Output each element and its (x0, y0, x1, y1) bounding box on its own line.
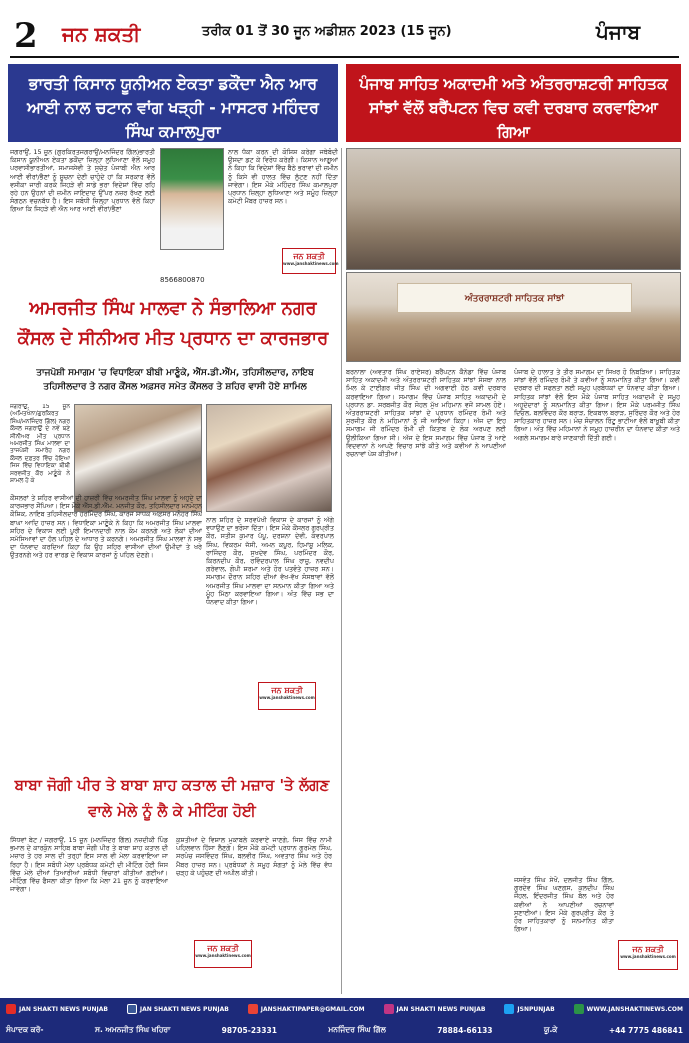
page-number: 2 (14, 16, 38, 56)
email-icon (248, 1004, 258, 1014)
story1-logo-tag: www.janshaktinews.com (283, 261, 339, 266)
footer-facebook[interactable] (127, 1002, 229, 1016)
story4-headline: ਬਾਬਾ ਜੋਗੀ ਪੀਰ ਤੇ ਬਾਬਾ ਸ਼ਾਹ ਕਤਾਲ ਦੀ ਮਜ਼ਾਰ 'ਤੇ ਲੱਗਣ ਵਾਲੇ ਮੇਲੇ ਨੂੰ ਲੈ ਕੇ ਮੀਟਿੰਗ ਹੋਈ (14, 776, 330, 820)
story3-body-bottom: ਕੌਂਸਲਰਾਂ ਤੇ ਸ਼ਹਿਰ ਵਾਸੀਆਂ ਦੀ ਹਾਜ਼ਰੀ ਵਿੱਚ ਅਮਰਜੀਤ ਸਿੰਘ ਮਾਲਵਾ ਨੂੰ ਅਹੁਦੇ ਦਾ ਕਾਰਜਭਾਰ ਸੌਂਪਿਆ। ਇਸ ਮੌਕੇ ਐੱਸ.ਡੀ.ਐੱਮ. ਮਨਜੀਤ ਕੌਰ, ਤਹਿਸੀਲਦਾਰ ਮਨਮੋਹਨ ਕੌਸ਼ਿਕ, ਨਾਇਬ ਤਹਿਸੀਲਦਾਰ ਹਰਮਿੰਦਰ ਸਿੰਘ, ਕਾਰਜ ਸਾਧਕ ਅਫ਼ਸਰ ਮਨੋਹਰ ਸਿੰਘ ਬਾਘਾ ਆਦਿ ਹਾਜ਼ਰ ਸਨ। ਵਿਧਾਇਕਾ ਮਾਣੂੰਕੇ ਨੇ ਕਿਹਾ ਕਿ ਅਮਰਜੀਤ ਸਿੰਘ ਮਾਲਵਾ ਸ਼ਹਿਰ ਦੇ ਵਿਕਾਸ ਲਈ ਪੂਰੀ ਇਮਾਨਦਾਰੀ ਨਾਲ ਕੰਮ ਕਰਨਗੇ ਅਤੇ ਲੋਕਾਂ ਦੀਆਂ ਸਮੱਸਿਆਵਾਂ ਦਾ ਹੱਲ ਪਹਿਲ ਦੇ ਆਧਾਰ ਤੇ ਕਰਨਗੇ। ਅਮਰਜੀਤ ਸਿੰਘ ਮਾਲਵਾ ਨੇ ਸਭ ਦਾ ਧੰਨਵਾਦ ਕਰਦਿਆਂ ਕਿਹਾ ਕਿ ਉਹ ਸ਼ਹਿਰ ਵਾਸੀਆਂ ਦੀਆਂ ਉਮੀਦਾਂ ਤੇ ਖਰੇ ਉਤਰਨਗੇ ਅਤੇ ਹਰ ਵਾਰਡ ਦੇ ਵਿਕਾਸ ਕਾਰਜਾਂ ਨੂੰ ਪਹਿਲ ਦੇਣਗੇ। (10, 494, 202, 560)
story2-headline: ਪੰਜਾਬ ਸਾਹਿਤ ਅਕਾਦਮੀ ਅਤੇ ਅੰਤਰਰਾਸ਼ਟਰੀ ਸਾਹਿਤਕ ਸਾਂਝਾਂ ਵੱਲੋਂ ਬਰੈਂਪਟਨ ਵਿਚ ਕਵੀ ਦਰਬਾਰ ਕਰਵਾਇਆ ਗਿਆ (359, 75, 668, 141)
story1-portrait-photo (160, 148, 224, 250)
story3-group-photo (206, 404, 332, 512)
story2-banner (397, 283, 632, 313)
story3-headline: ਅਮਰਜੀਤ ਸਿੰਘ ਮਾਲਵਾ ਨੇ ਸੰਭਾਲਿਆ ਨਗਰ ਕੌਂਸਲ ਦੇ ਸੀਨੀਅਰ ਮੀਤ ਪ੍ਰਧਾਨ ਦਾ ਕਾਰਜਭਾਰ (17, 298, 329, 349)
footer-web[interactable] (574, 1002, 683, 1016)
story1-phone: 8566800870 (160, 276, 205, 284)
story3-logo (258, 682, 316, 710)
masthead (0, 0, 689, 58)
story3-body-top: ਜਗਰਾਉਂ, 15 ਜੂਨ (ਅਮਿਤਖੰਨਾ/ਗੁਰਕਿਰਤ ਸਿੰਘ/ਮਨਜਿੰਦਰ ਗਿੱਲ) ਨਗਰ ਕੌਂਸਲ ਜਗਰਾਉਂ ਦੇ ਨਵੇਂ ਬਣੇ ਸੀਨੀਅਰ ਮੀਤ ਪ੍ਰਧਾਨ ਅਮਰਜੀਤ ਸਿੰਘ ਮਾਲਵਾ ਦਾ ਤਾਜਪੋਸ਼ੀ ਸਮਾਰੋਹ ਨਗਰ ਕੌਂਸਲ ਦਫ਼ਤਰ ਵਿੱਚ ਹੋਇਆ ਜਿਸ ਵਿੱਚ ਵਿਧਾਇਕਾ ਬੀਬੀ ਸਰਵਜੀਤ ਕੌਰ ਮਾਣੂੰਕੇ ਨੇ ਸ਼ਾਮਲ ਹੋ ਕੇ (10, 404, 70, 485)
story2-logo-tag: www.janshaktinews.com (620, 954, 676, 959)
web-icon (574, 1004, 584, 1014)
section-name: ਪੰਜਾਬ (596, 20, 641, 44)
footer-editor-name: ਸ. ਅਮਨਜੀਤ ਸਿੰਘ ਖਹਿਰਾ (94, 1025, 171, 1034)
story4-body-left: ਸਿੱਧਵਾਂ ਬੇਟ / ਜਗਰਾਉਂ, 15 ਜੂਨ (ਮਨਜਿੰਦਰ ਗਿੱਲ) ਨਜ਼ਦੀਕੀ ਪਿੰਡ ਭਮਾਲ ਦੇ ਕਾਰਕੁੰਨ ਸਾਹਿਬ ਬਾਬਾ ਜੋਗੀ ਪੀਰ ਤੇ ਬਾਬਾ ਸ਼ਾਹ ਕਤਾਲ ਦੀ ਮਜ਼ਾਰ ਤੇ ਹਰ ਸਾਲ ਦੀ ਤਰ੍ਹਾਂ ਇਸ ਸਾਲ ਵੀ ਮੇਲਾ ਕਰਵਾਇਆ ਜਾ ਰਿਹਾ ਹੈ। ਇਸ ਸਬੰਧੀ ਮੇਲਾ ਪ੍ਰਬੰਧਕ ਕਮੇਟੀ ਦੀ ਮੀਟਿੰਗ ਹੋਈ ਜਿਸ ਵਿੱਚ ਮੇਲੇ ਦੀਆਂ ਤਿਆਰੀਆਂ ਸਬੰਧੀ ਵਿਚਾਰਾਂ ਕੀਤੀਆਂ ਗਈਆਂ। ਮੀਟਿੰਗ ਵਿੱਚ ਫੈਸਲਾ ਕੀਤਾ ਗਿਆ ਕਿ ਮੇਲਾ 21 ਜੂਨ ਨੂੰ ਕਰਵਾਇਆ ਜਾਵੇਗਾ। (10, 836, 168, 894)
story2-logo-brand: ਜਨ ਸ਼ਕਤੀ (632, 945, 664, 954)
story2-body-col1: ਬਰਨਾਲਾ (ਅਵਤਾਰ ਸਿੰਘ ਰਾਏਸਰ) ਬਰੈਂਪਟਨ ਕੈਨੇਡਾ ਵਿੱਚ ਪੰਜਾਬ ਸਾਹਿਤ ਅਕਾਦਮੀ ਅਤੇ ਅੰਤਰਰਾਸ਼ਟਰੀ ਸਾਹਿਤਕ ਸਾਂਝਾਂ ਸੰਸਥਾ ਨਾਲ ਮਿਲ ਕੇ ਟਾਈਗਰ ਜੀਤ ਸਿੰਘ ਦੀ ਅਗਵਾਈ ਹੇਠ ਕਵੀ ਦਰਬਾਰ ਕਰਵਾਇਆ ਗਿਆ। ਸਮਾਗਮ ਵਿੱਚ ਪੰਜਾਬ ਸਾਹਿਤ ਅਕਾਦਮੀ ਦੇ ਪ੍ਰਧਾਨ ਡਾ. ਸਰਬਜੀਤ ਕੌਰ ਸੋਹਲ ਮੁੱਖ ਮਹਿਮਾਨ ਵਜੋਂ ਸ਼ਾਮਲ ਹੋਏ। ਅੰਤਰਰਾਸ਼ਟਰੀ ਸਾਹਿਤਕ ਸਾਂਝਾਂ ਦੇ ਪ੍ਰਧਾਨ ਰਮਿੰਦਰ ਰੰਮੀ ਅਤੇ ਸੁਰਜੀਤ ਕੌਰ ਨੇ ਮਹਿਮਾਨਾਂ ਨੂੰ ਜੀ ਆਇਆਂ ਕਿਹਾ। ਅੱਜ ਦਾ ਇਹ ਸਮਾਗਮ ਜੀ ਰਮਿੰਦਰ ਰੰਮੀ ਦੀ ਕਿਤਾਬ ਦੇ ਲੋਕ ਅਰਪਣ ਲਈ ਉਲੀਕਿਆ ਗਿਆ ਸੀ। ਅੱਜ ਦੇ ਇਸ ਸਮਾਗਮ ਵਿੱਚ ਪੰਜਾਬ ਤੋਂ ਆਏ ਵਿਦਵਾਨਾਂ ਨੇ ਆਪਣੇ ਵਿਚਾਰ ਸਾਂਝੇ ਕੀਤੇ ਅਤੇ ਕਵੀਆਂ ਨੇ ਆਪਣੀਆਂ ਰਚਨਾਵਾਂ ਪੇਸ਼ ਕੀਤੀਆਂ। (346, 368, 506, 459)
footer-email[interactable] (248, 1002, 365, 1016)
footer-twitter-label: JSNPUNJAB (517, 1005, 555, 1013)
story2-body-col3-bottom: ਜਸਵੰਤ ਸਿੰਘ ਸੇਖੋਂ, ਦਲਜੀਤ ਸਿੰਘ ਗਿੱਲ, ਗੁਰਦੇਵ ਸਿੰਘ ਘਣਗਸ, ਕੁਲਦੀਪ ਸਿੰਘ ਜੌਹਲ, ਇੰਦਰਜੀਤ ਸਿੰਘ ਬੱਲ ਅਤੇ ਹੋਰ ਕਵੀਆਂ ਨੇ ਆਪਣੀਆਂ ਰਚਨਾਵਾਂ ਸੁਣਾਈਆਂ। ਇਸ ਮੌਕੇ ਗੁਰਪ੍ਰੀਤ ਕੌਰ ਤੇ ਹੋਰ ਸਾਹਿਤਕਾਰਾਂ ਨੂੰ ਸਨਮਾਨਿਤ ਕੀਤਾ ਗਿਆ। (514, 876, 614, 934)
story1-body-left: ਜਗਰਾਉਂ, 15 ਜੂਨ (ਗੁਰਕਿਰਤਜਗਰਾਉਂ/ਮਨਜਿੰਦਰ ਗਿੱਲ)ਭਾਰਤੀ ਕਿਸਾਨ ਯੂਨੀਅਨ ਏਕਤਾ ਡਕੌਂਦਾ ਜ਼ਿਲ੍ਹਾ ਲੁਧਿਆਣਾ ਵੱਲੋਂ ਸਮੂਹ ਪਰਵਾਸੀਭਾਰਤੀਆਂ, ਸਮਾਜਸੇਵੀ ਤੇ ਸੁਚੇਤ ਪੰਜਾਬੀ ਐਨ ਆਰ ਆਈ ਵੀਰਾਂ/ਭੈਣਾਂ ਨੂੰ ਸੂਚਨਾ ਦੇਣੀ ਚਾਹੁੰਦੇ ਹਾਂ ਕਿ ਸਰਕਾਰ ਵੱਲੋਂ ਵਸੀਕਾ ਜਾਰੀ ਕਰਕੇ ਜਿਹੜੇ ਵੀ ਸਾਡੇ ਭਰਾ ਵਿਦੇਸ਼ਾਂ ਵਿੱਚ ਰਹਿ ਰਹੇ ਹਨ ਉਹਨਾਂ ਦੀ ਜ਼ਮੀਨ ਜਾਇਦਾਦ ਉੱਪਰ ਨਜ਼ਰ ਰੱਖਣ ਲਈ ਸੰਗਠਨ ਵਚਨਬੱਧ ਹੈ। ਇਸ ਸਬੰਧੀ ਜ਼ਿਲ੍ਹਾ ਪ੍ਰਧਾਨ ਵੱਲੋਂ ਕਿਹਾ ਗਿਆ ਕਿ ਜਿਹੜੇ ਵੀ ਐਨ ਆਰ ਆਈ ਵੀਰਾਂ/ਭੈਣਾਂ (10, 148, 155, 214)
story2-stage-photo (346, 272, 681, 362)
footer-editor-label: ਸੰਪਾਦਕ ਕਰੋ- (6, 1025, 44, 1034)
story3-body-right: ਨਾਲ ਸ਼ਹਿਰ ਦੇ ਸਰਵਪੱਖੀ ਵਿਕਾਸ ਦੇ ਕਾਰਜਾਂ ਨੂੰ ਅੱਗੇ ਵਧਾਉਣ ਦਾ ਭਰੋਸਾ ਦਿੱਤਾ। ਇਸ ਮੌਕੇ ਕੌਂਸਲਰ ਗੁਰਪ੍ਰੀਤ ਕੌਰ, ਸਤੀਸ਼ ਕੁਮਾਰ ਪੱਪੂ, ਦਰਸ਼ਨਾ ਦੇਵੀ, ਕੰਵਰਪਾਲ ਸਿੰਘ, ਵਿਕਰਮ ਜੱਸੀ, ਅਮਨ ਕਪੂਰ, ਹਿਮਾਂਸ਼ੂ ਮਲਿਕ, ਰਾਜਿੰਦਰ ਕੌਰ, ਸੁਖਦੇਵ ਸਿੰਘ, ਪਰਮਿੰਦਰ ਕੌਰ, ਕਿਰਨਦੀਪ ਕੌਰ, ਰਵਿੰਦਰਪਾਲ ਸਿੰਘ ਰਾਜੂ, ਨਵਦੀਪ ਗਰੇਵਾਲ, ਗੋਪੀ ਸ਼ਰਮਾ ਅਤੇ ਹੋਰ ਪਤਵੰਤੇ ਹਾਜ਼ਰ ਸਨ। ਸਮਾਗਮ ਦੌਰਾਨ ਸ਼ਹਿਰ ਦੀਆਂ ਵੱਖ-ਵੱਖ ਸੰਸਥਾਵਾਂ ਵੱਲੋਂ ਅਮਰਜੀਤ ਸਿੰਘ ਮਾਲਵਾ ਦਾ ਸਨਮਾਨ ਕੀਤਾ ਗਿਆ ਅਤੇ ਮੂੰਹ ਮਿੱਠਾ ਕਰਵਾਇਆ ਗਿਆ। ਅੰਤ ਵਿੱਚ ਸਭ ਦਾ ਧੰਨਵਾਦ ਕੀਤਾ ਗਿਆ। (206, 516, 334, 607)
twitter-icon (504, 1004, 514, 1014)
footer-youtube-label: JAN SHAKTI NEWS PUNJAB (19, 1005, 108, 1013)
story1-contact (160, 276, 205, 284)
youtube-icon (6, 1004, 16, 1014)
footer-row2 (6, 1022, 683, 1038)
footer-facebook-label: JAN SHAKTI NEWS PUNJAB (139, 1005, 229, 1013)
footer-instagram-label: JAN SHAKTI NEWS PUNJAB (396, 1005, 486, 1013)
instagram-icon (384, 1004, 394, 1014)
footer (0, 998, 689, 1043)
paper-name-logo: ਜਨ ਸ਼ਕਤੀ (62, 22, 141, 46)
story4-logo-tag: www.janshaktinews.com (195, 953, 251, 958)
story2-banner-text: ਅੰਤਰਰਾਸ਼ਟਰੀ ਸਾਹਿਤਕ ਸਾਂਝਾਂ (464, 294, 565, 304)
story4-logo-brand: ਜਨ ਸ਼ਕਤੀ (207, 944, 239, 953)
footer-instagram[interactable] (384, 1002, 486, 1016)
story2-body-col2: ਪੰਜਾਬ ਦੇ ਹਾਲਾਤ ਤੇ ਤੀਰ ਸਮਾਗਮ ਦਾ ਸਿਖਰ ਹੋ ਨਿਬੜਿਆ। ਸਾਹਿਤਕ ਸਾਂਝਾਂ ਵੱਲੋਂ ਰਮਿੰਦਰ ਰੰਮੀ ਤੇ ਕਵੀਆਂ ਨੂੰ ਸਨਮਾਨਿਤ ਕੀਤਾ ਗਿਆ। ਕਵੀ ਦਰਬਾਰ ਦੀ ਸਫਲਤਾ ਲਈ ਸਮੂਹ ਪ੍ਰਬੰਧਕਾਂ ਦਾ ਧੰਨਵਾਦ ਕੀਤਾ ਗਿਆ। ਸਾਹਿਤਕ ਸਾਂਝਾਂ ਵੱਲੋਂ ਇਸ ਮੌਕੇ ਪੰਜਾਬ ਸਾਹਿਤ ਅਕਾਦਮੀ ਦੇ ਸਮੂਹ ਅਹੁਦੇਦਾਰਾਂ ਨੂੰ ਸਨਮਾਨਿਤ ਕੀਤਾ ਗਿਆ। ਇਸ ਮੌਕੇ ਪਰਮਜੀਤ ਸਿੰਘ ਦਿਓਲ, ਬਲਵਿੰਦਰ ਕੌਰ ਬਰਾੜ, ਇਕਬਾਲ ਬਰਾੜ, ਸੁਰਿੰਦਰ ਕੌਰ ਅਤੇ ਹੋਰ ਸਾਹਿਤਕਾਰ ਹਾਜ਼ਰ ਸਨ। ਮੰਚ ਸੰਚਾਲਨ ਰਿੰਟੂ ਭਾਟੀਆ ਵੱਲੋਂ ਬਾਖੂਬੀ ਕੀਤਾ ਗਿਆ। ਅੰਤ ਵਿੱਚ ਮਹਿਮਾਨਾਂ ਨੇ ਸਮੂਹ ਹਾਜ਼ਰੀਨ ਦਾ ਧੰਨਵਾਦ ਕੀਤਾ ਅਤੇ ਅਗਲੇ ਸਮਾਗਮ ਬਾਰੇ ਜਾਣਕਾਰੀ ਦਿੱਤੀ ਗਈ। (514, 368, 680, 442)
story2-headline-box (346, 64, 681, 142)
story2-group-photo (346, 148, 681, 270)
story4-logo (194, 940, 252, 968)
footer-youtube[interactable] (6, 1002, 108, 1016)
story1-logo-brand: ਜਨ ਸ਼ਕਤੀ (293, 252, 325, 261)
footer-row1 (6, 1002, 683, 1016)
story1-headline: ਭਾਰਤੀ ਕਿਸਾਨ ਯੂਨੀਅਨ ਏਕਤਾ ਡਕੌਂਦਾ ਐਨ ਆਰ ਆਈ ਨਾਲ ਚਟਾਨ ਵਾਂਗ ਖੜ੍ਹੀ - ਮਾਸਟਰ ਮਹਿੰਦਰ ਸਿੰਘ ਕਮਾਲਪੁਰਾ (27, 74, 319, 141)
masthead-rule (10, 56, 679, 58)
date-line: ਤਰੀਕ 01 ਤੋਂ 30 ਜੂਨ ਅਡੀਸ਼ਨ 2023 (15 ਜੂਨ) (202, 24, 452, 39)
footer-twitter[interactable] (504, 1002, 554, 1016)
story3-logo-brand: ਜਨ ਸ਼ਕਤੀ (271, 686, 303, 695)
story2-logo (618, 940, 678, 970)
footer-uk-phone: +44 7775 486841 (608, 1025, 683, 1035)
footer-web-label: WWW.JANSHAKTINEWS.COM (586, 1005, 683, 1013)
footer-phone-1: 98705-23331 (221, 1025, 277, 1035)
column-divider (341, 148, 342, 994)
story3-subhead: ਤਾਜਪੋਸ਼ੀ ਸਮਾਗਮ 'ਚ ਵਿਧਾਇਕਾ ਬੀਬੀ ਮਾਣੂੰਕੇ, ਐੱਸ.ਡੀ.ਐੱਮ, ਤਹਿਸੀਲਦਾਰ, ਨਾਇਬ ਤਹਿਸੀਲਦਾਰ ਤੇ ਨਗਰ ਕੌਂਸਲ ਅਫ਼ਸਰ ਸਮੇਤ ਕੌਂਸਲਰ ਤੇ ਸ਼ਹਿਰ ਵਾਸੀ ਹੋਏ ਸ਼ਾਮਿਲ (36, 368, 314, 392)
story4-body-right: ਕੁਸ਼ਤੀਆਂ ਦੇ ਵਿਸ਼ਾਲ ਮੁਕਾਬਲੇ ਕਰਵਾਏ ਜਾਣਗੇ, ਜਿਸ ਵਿੱਚ ਨਾਮੀ ਪਹਿਲਵਾਨ ਹਿੱਸਾ ਲੈਣਗੇ। ਇਸ ਮੌਕੇ ਕਮੇਟੀ ਪ੍ਰਧਾਨ ਗੁਰਮੇਲ ਸਿੰਘ, ਸਰਪੰਚ ਜਸਵਿੰਦਰ ਸਿੰਘ, ਬਲਵੀਰ ਸਿੰਘ, ਅਵਤਾਰ ਸਿੰਘ ਅਤੇ ਹੋਰ ਮੈਂਬਰ ਹਾਜ਼ਰ ਸਨ। ਪ੍ਰਬੰਧਕਾਂ ਨੇ ਸਮੂਹ ਸੰਗਤਾਂ ਨੂੰ ਮੇਲੇ ਵਿੱਚ ਵੱਧ ਚੜ੍ਹ ਕੇ ਪਹੁੰਚਣ ਦੀ ਅਪੀਲ ਕੀਤੀ। (176, 836, 332, 877)
story3-logo-tag: www.janshaktinews.com (259, 695, 315, 700)
footer-contact-name: ਮਨਜਿੰਦਰ ਸਿੰਘ ਗਿੱਲ (328, 1025, 386, 1034)
facebook-icon (127, 1004, 137, 1014)
footer-phone-2: 78884-66133 (437, 1025, 493, 1035)
footer-uk-label: ਯੂ.ਕੇ (543, 1025, 558, 1034)
footer-email-label: JANSHAKTIPAPER@GMAIL.COM (260, 1005, 365, 1013)
story1-logo (282, 248, 339, 274)
story1-headline-box (8, 64, 338, 142)
story1-body-right: ਨਾਲ ਧੱਕਾ ਕਰਨ ਦੀ ਕੋਸ਼ਿਸ਼ ਕਰੇਗਾ ਜਥੇਬੰਦੀ ਉਸਦਾ ਡਟ ਕੇ ਵਿਰੋਧ ਕਰੇਗੀ। ਕਿਸਾਨ ਆਗੂਆਂ ਨੇ ਕਿਹਾ ਕਿ ਵਿਦੇਸ਼ਾਂ ਵਿੱਚ ਬੈਠੇ ਭਰਾਵਾਂ ਦੀ ਜ਼ਮੀਨ ਨੂੰ ਕਿਸੇ ਵੀ ਹਾਲਤ ਵਿੱਚ ਲੁੱਟਣ ਨਹੀਂ ਦਿੱਤਾ ਜਾਵੇਗਾ। ਇਸ ਮੌਕੇ ਮਹਿੰਦਰ ਸਿੰਘ ਕਮਾਲਪੁਰਾ ਪ੍ਰਧਾਨ ਜ਼ਿਲ੍ਹਾ ਲੁਧਿਆਣਾ ਅਤੇ ਸਮੂੰਹ ਜ਼ਿਲ੍ਹਾ ਕਮੇਟੀ ਮੈਂਬਰ ਹਾਜ਼ਰ ਸਨ। (228, 148, 338, 206)
